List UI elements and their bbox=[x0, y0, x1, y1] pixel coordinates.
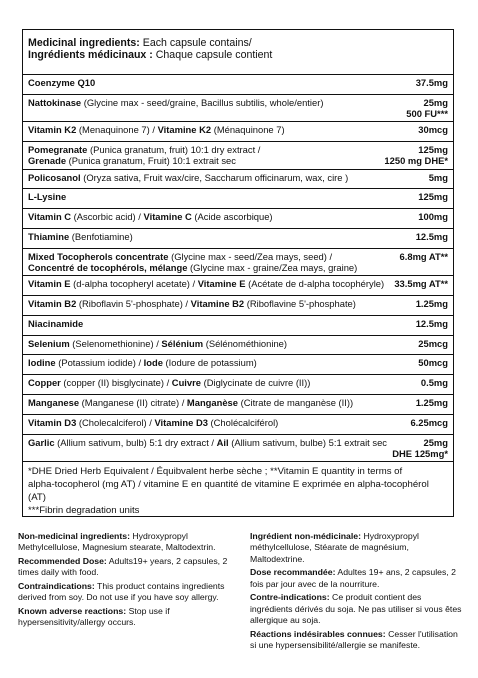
amount-primary: 0.5mg bbox=[420, 377, 448, 389]
amount-primary: 25mg bbox=[423, 436, 448, 448]
ingredient-name bbox=[28, 318, 83, 329]
adverse-reactions-fr bbox=[250, 629, 462, 652]
ingredient-title-fr: Ail bbox=[216, 436, 229, 448]
ingredient-title-fr: Vitamine K2 bbox=[157, 124, 212, 136]
ingredient-name bbox=[28, 124, 285, 135]
ingredient-source: (Allium sativum, bulb) 5:1 dry extract / bbox=[54, 436, 217, 448]
panel-header bbox=[23, 30, 453, 75]
ingredient-title: Copper bbox=[28, 377, 61, 389]
ingredients-panel bbox=[22, 29, 454, 517]
ingredient-amount bbox=[416, 318, 448, 329]
ingredient-row bbox=[23, 316, 453, 336]
amount-primary: 37.5mg bbox=[415, 77, 448, 88]
ingredient-title: Vitamin E bbox=[28, 278, 71, 290]
ingredient-title: Policosanol bbox=[28, 171, 81, 183]
info-text: Hydroxypropyl méthylcellulose, Stéarate de magnésium, Maltodextrine. bbox=[250, 531, 419, 564]
amount-primary: 125mg bbox=[418, 144, 448, 156]
amount-primary: 30mcg bbox=[418, 124, 448, 136]
ingredient-title-fr: Manganèse bbox=[186, 397, 238, 409]
ingredient-title: Garlic bbox=[28, 436, 55, 448]
ingredient-amount bbox=[418, 124, 448, 135]
ingredient-row bbox=[23, 229, 453, 249]
ingredient-amount bbox=[416, 231, 448, 242]
ingredient-source: (Manganese (II) citrate) / bbox=[79, 397, 187, 409]
ingredient-source: (Benfotiamine) bbox=[69, 230, 133, 242]
info-label: Non-medicinal ingredients: bbox=[18, 531, 130, 541]
ingredient-row bbox=[23, 355, 453, 375]
amount-secondary: DHE 125mg* bbox=[392, 447, 448, 459]
info-label: Contre-indications: bbox=[250, 592, 330, 603]
ingredient-title-fr: Concentré de tocophérols, mélange bbox=[28, 261, 188, 273]
french-info-column bbox=[250, 531, 462, 654]
ingredient-row bbox=[23, 249, 453, 277]
recommended-dose-fr bbox=[250, 567, 462, 590]
ingredient-row bbox=[23, 296, 453, 316]
ingredient-name bbox=[28, 338, 287, 349]
amount-primary: 1.25mg bbox=[415, 397, 448, 409]
ingredient-title-fr: Vitamine B2 bbox=[190, 298, 245, 310]
ingredient-title: Vitamin K2 bbox=[28, 124, 77, 136]
info-label: Contraindications: bbox=[18, 580, 95, 591]
ingredient-name bbox=[28, 97, 323, 108]
ingredient-source: (Selenomethionine) / bbox=[69, 337, 162, 349]
ingredient-amount bbox=[418, 357, 448, 368]
ingredient-amount bbox=[392, 437, 448, 459]
ingredient-source-fr: (Cholécalciférol) bbox=[207, 416, 279, 428]
ingredient-row bbox=[23, 142, 453, 170]
ingredient-name bbox=[28, 231, 133, 242]
ingredient-source: (copper (II) bisglycinate) / bbox=[60, 377, 172, 389]
ingredient-amount bbox=[418, 191, 448, 202]
ingredient-source-fr: (Acétate de d-alpha tocophéryle) bbox=[245, 278, 385, 290]
ingredient-title: Thiamine bbox=[28, 230, 70, 242]
ingredient-title-fr: Vitamine C bbox=[143, 211, 192, 223]
ingredient-source-fr: (Ménaquinone 7) bbox=[211, 124, 285, 136]
ingredient-source-fr: (Riboflavine 5'-phosphate) bbox=[244, 298, 356, 310]
ingredient-source: (d-alpha tocopheryl acetate) / bbox=[70, 278, 198, 290]
english-info-column bbox=[18, 531, 230, 631]
ingredient-source-fr: (Punica granatum, Fruit) 10:1 extrait sec bbox=[66, 155, 236, 167]
ingredient-title: Vitamin B2 bbox=[28, 298, 77, 310]
non-medicinal-ingredients-fr bbox=[250, 531, 462, 565]
ingredient-source-fr: (Iodure de potassium) bbox=[162, 357, 257, 369]
ingredient-amount bbox=[400, 251, 448, 262]
header-line-en bbox=[28, 37, 448, 49]
amount-secondary: 1250 mg DHE* bbox=[384, 155, 448, 167]
ingredient-source-fr: (Allium sativum, bulbe) 5:1 extrait sec bbox=[228, 436, 387, 448]
ingredient-title-fr: Vitamine E bbox=[197, 278, 246, 290]
amount-primary: 6.8mg AT** bbox=[399, 250, 448, 262]
ingredient-name bbox=[28, 191, 66, 202]
ingredient-title-fr: Cuivre bbox=[171, 377, 201, 389]
ingredient-title-fr: Iode bbox=[143, 357, 163, 369]
ingredient-source: (Ascorbic acid) / bbox=[71, 211, 144, 223]
amount-primary: 25mg bbox=[423, 96, 448, 108]
info-text: Stop use if hypersensitivity/allergy occurs. bbox=[18, 605, 170, 628]
non-medicinal-ingredients-en bbox=[18, 531, 230, 554]
amount-primary: 12.5mg bbox=[415, 317, 448, 329]
ingredient-title: Iodine bbox=[28, 357, 56, 369]
ingredient-title-fr: Grenade bbox=[28, 155, 67, 167]
ingredient-amount bbox=[410, 417, 448, 428]
info-label: Dose recommandée: bbox=[250, 567, 336, 578]
info-text: Ce produit contient des ingrédients dérivés du soja. Ne pas utiliser si vous êtes allergique au soja. bbox=[250, 592, 462, 625]
ingredient-amount bbox=[418, 211, 448, 222]
ingredient-row bbox=[23, 170, 453, 190]
ingredient-row bbox=[23, 435, 453, 463]
ingredient-title-fr: Sélénium bbox=[161, 337, 204, 349]
header-text-fr: Chaque capsule contient bbox=[152, 49, 273, 62]
amount-primary: 5mg bbox=[428, 171, 448, 183]
header-label-en: Medicinal ingredients: bbox=[28, 37, 140, 49]
ingredient-amount bbox=[416, 77, 448, 88]
ingredient-source: (Glycine max - seed/graine, Bacillus subtilis, whole/entier) bbox=[81, 96, 324, 108]
info-text: Adults19+ years, 2 capsules, 2 times daily with food. bbox=[18, 555, 228, 578]
amount-primary: 50mcg bbox=[418, 357, 448, 369]
ingredient-name bbox=[28, 298, 356, 309]
ingredient-title: Mixed Tocopherols concentrate bbox=[28, 250, 169, 262]
ingredient-name bbox=[28, 377, 310, 388]
info-label: Known adverse reactions: bbox=[18, 605, 127, 616]
contraindications-fr bbox=[250, 592, 462, 626]
ingredient-amount bbox=[406, 97, 448, 119]
ingredient-source-fr: (Citrate de manganèse (II)) bbox=[237, 397, 354, 409]
ingredient-row bbox=[23, 276, 453, 296]
ingredient-source: (Riboflavin 5'-phosphate) / bbox=[76, 298, 191, 310]
ingredient-title: Pomegranate bbox=[28, 144, 88, 156]
contraindications-en bbox=[18, 581, 230, 604]
ingredient-name bbox=[28, 357, 257, 368]
amount-primary: 100mg bbox=[418, 211, 448, 223]
ingredient-title: Selenium bbox=[28, 337, 70, 349]
ingredient-amount bbox=[418, 338, 448, 349]
ingredient-name bbox=[28, 278, 384, 289]
ingredient-title-fr: Vitamine D3 bbox=[154, 416, 208, 428]
amount-primary: 25mcg bbox=[418, 337, 448, 349]
footnote-line: ***Fibrin degradation units bbox=[28, 504, 140, 516]
ingredient-source: (Oryza sativa, Fruit wax/cire, Saccharum officinarum, wax, cire ) bbox=[80, 171, 349, 183]
ingredient-row bbox=[23, 75, 453, 95]
ingredient-row bbox=[23, 395, 453, 415]
footnote-line: alpha-tocopherol (mg AT) / vitamine E en quantité de vitamine E exprimée en alpha-tocophérol (AT) bbox=[28, 478, 429, 503]
ingredient-name bbox=[28, 417, 278, 428]
ingredient-amount bbox=[394, 278, 448, 289]
header-label-fr: Ingrédients médicinaux : bbox=[28, 49, 153, 62]
recommended-dose-en bbox=[18, 556, 230, 579]
header-text-en: Each capsule contains/ bbox=[139, 37, 252, 49]
ingredient-name bbox=[28, 144, 260, 166]
ingredient-title: Coenzyme Q10 bbox=[28, 77, 96, 88]
ingredient-source: (Glycine max - seed/Zea mays, seed) / bbox=[168, 250, 333, 262]
footnotes bbox=[23, 462, 453, 517]
amount-primary: 33.5mg AT** bbox=[394, 278, 448, 290]
ingredient-source-fr: (Sélénométhionine) bbox=[203, 337, 287, 349]
ingredient-title: Vitamin D3 bbox=[28, 416, 77, 428]
ingredient-source-fr: (Diglycinate de cuivre (II)) bbox=[200, 377, 311, 389]
ingredient-name bbox=[28, 437, 387, 448]
ingredient-row bbox=[23, 209, 453, 229]
adverse-reactions-en bbox=[18, 606, 230, 629]
ingredient-amount bbox=[421, 377, 448, 388]
ingredient-source: (Punica granatum, fruit) 10:1 dry extract / bbox=[87, 144, 261, 156]
amount-primary: 6.25mcg bbox=[410, 416, 448, 428]
amount-primary: 12.5mg bbox=[415, 230, 448, 242]
ingredient-title: Manganese bbox=[28, 397, 80, 409]
footnote-line: *DHE Dried Herb Equivalent / Équibvalent herbe sèche ; **Vitamin E quantity in terms of bbox=[28, 466, 403, 478]
ingredient-title: Nattokinase bbox=[28, 96, 82, 108]
info-label: Réactions indésirables connues: bbox=[250, 628, 386, 639]
ingredient-name bbox=[28, 77, 95, 88]
ingredient-row bbox=[23, 415, 453, 435]
amount-primary: 125mg bbox=[418, 191, 448, 203]
amount-primary: 1.25mg bbox=[415, 298, 448, 310]
info-text: Hydroxypropyl Methylcellulose, Magnesium stearate, Maltodextrin. bbox=[18, 531, 216, 553]
header-line-fr bbox=[28, 49, 448, 61]
ingredient-row bbox=[23, 122, 453, 142]
ingredient-source: (Potassium iodide) / bbox=[55, 357, 144, 369]
ingredient-source: (Cholecalciferol) / bbox=[76, 416, 155, 428]
ingredient-row bbox=[23, 375, 453, 395]
ingredient-name bbox=[28, 251, 357, 273]
ingredient-source-fr: (Glycine max - graine/Zea mays, graine) bbox=[187, 261, 358, 273]
ingredient-title: L-Lysine bbox=[28, 191, 67, 203]
ingredient-name bbox=[28, 397, 353, 408]
info-text: This product contains ingredients derived from soy. Do not use if you have soy allergy. bbox=[18, 580, 225, 603]
info-text: Adultes 19+ ans, 2 capsules, 2 fois par jour avec de la nourriture. bbox=[250, 567, 456, 589]
ingredient-source-fr: (Acide ascorbique) bbox=[191, 211, 273, 223]
amount-secondary: 500 FU*** bbox=[406, 107, 448, 119]
ingredient-source: (Menaquinone 7) / bbox=[76, 124, 158, 136]
ingredient-amount bbox=[416, 298, 448, 309]
ingredient-title: Niacinamide bbox=[28, 317, 84, 329]
ingredient-row bbox=[23, 95, 453, 123]
ingredient-title: Vitamin C bbox=[28, 211, 72, 223]
ingredient-amount bbox=[429, 172, 448, 183]
info-text: Cesser l'utilisation si une hypersensibilité/allergie se manifeste. bbox=[250, 628, 458, 650]
ingredient-name bbox=[28, 211, 273, 222]
ingredient-amount bbox=[384, 144, 448, 166]
info-label: Recommended Dose: bbox=[18, 555, 107, 566]
ingredient-amount bbox=[416, 397, 448, 408]
info-label: Ingrédient non-médicinale: bbox=[250, 531, 362, 541]
ingredient-name bbox=[28, 172, 348, 183]
ingredient-row bbox=[23, 336, 453, 356]
ingredient-row bbox=[23, 189, 453, 209]
